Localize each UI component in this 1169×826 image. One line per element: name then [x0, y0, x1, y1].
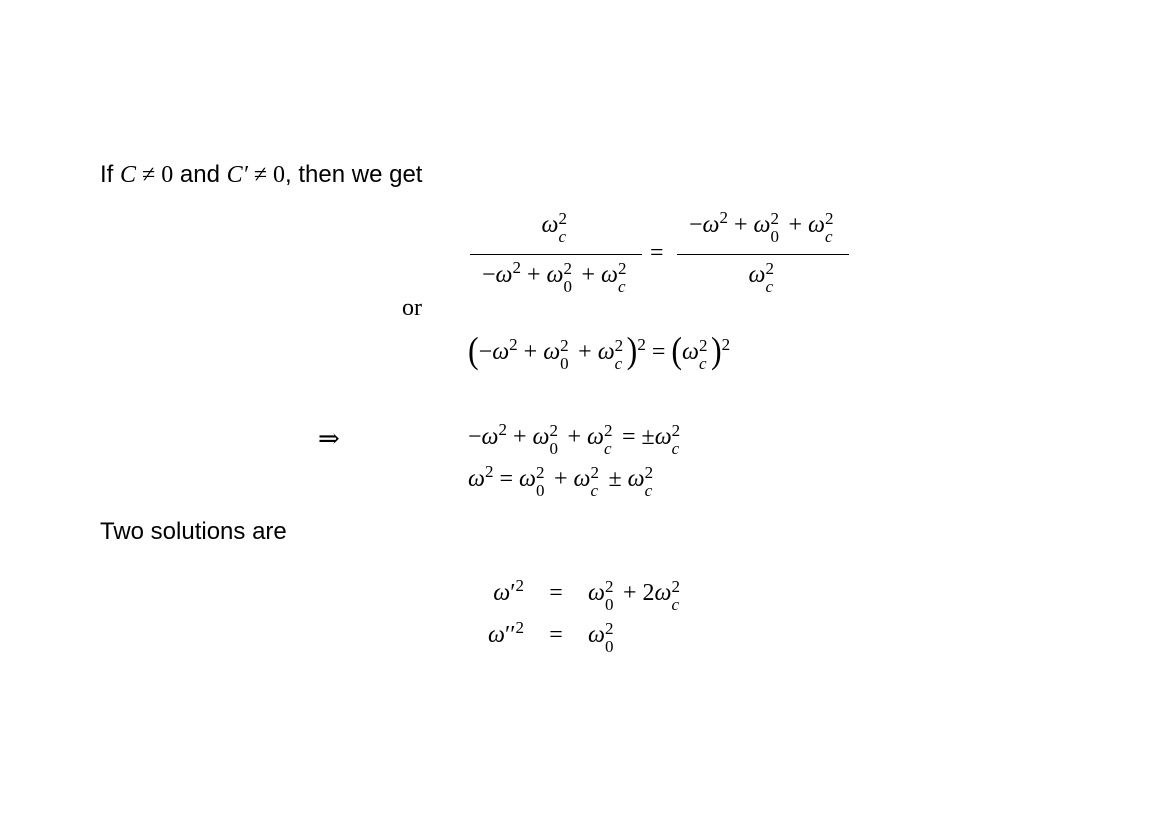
fraction-left	[470, 209, 642, 302]
math-c-neq-zero: C	[120, 162, 137, 188]
solutions-array	[476, 572, 683, 656]
intro-and: and	[179, 161, 220, 188]
implies-symbol: ⇒	[318, 424, 340, 453]
math-neq-2: ≠ 0	[247, 162, 286, 188]
fraction-right-numerator: $-\omega^2 + \omega$ 2 0 + ω 2 c	[689, 208, 834, 246]
fraction-left-bar	[470, 254, 642, 255]
solution-row-2: $\omega''^2$ = ω 2 0	[488, 617, 614, 656]
fraction-right	[677, 208, 849, 302]
equals-sign-1: =	[650, 240, 664, 266]
intro-then: , then we get	[285, 161, 423, 188]
math-cprime-neq-zero: C′	[226, 162, 248, 188]
fraction-left-denominator: $-\omega^2 + \omega$ 2 0 + ω 2 c	[482, 258, 627, 296]
fraction-left-numerator: ω 2 c	[541, 209, 567, 246]
plus-minus-equation: $-\omega^2 + \omega$ 2 0 + ω 2 c = ±ω 2 c	[468, 420, 681, 458]
math-neq: ≠ 0	[136, 162, 174, 188]
intro-if: If	[100, 161, 114, 188]
solution-row-1: $\omega'^2$ = ω 2 0 + 2ω 2 c	[493, 575, 680, 614]
squared-equation: ($-\omega^2 + \omega$ 2 0 + ω 2 c )$^2$ = (ω 2 c )$^2$	[468, 329, 731, 373]
omega-squared-equation: $\omega^2 = \omega$ 2 0 + ω 2 c ± ω 2 c	[468, 462, 654, 500]
solutions-label: Two solutions are	[100, 518, 287, 545]
fraction-right-bar	[677, 254, 849, 255]
intro-sentence	[100, 160, 422, 190]
connector-or: or	[402, 295, 422, 321]
fraction-right-denominator: ω 2 c	[748, 259, 774, 296]
